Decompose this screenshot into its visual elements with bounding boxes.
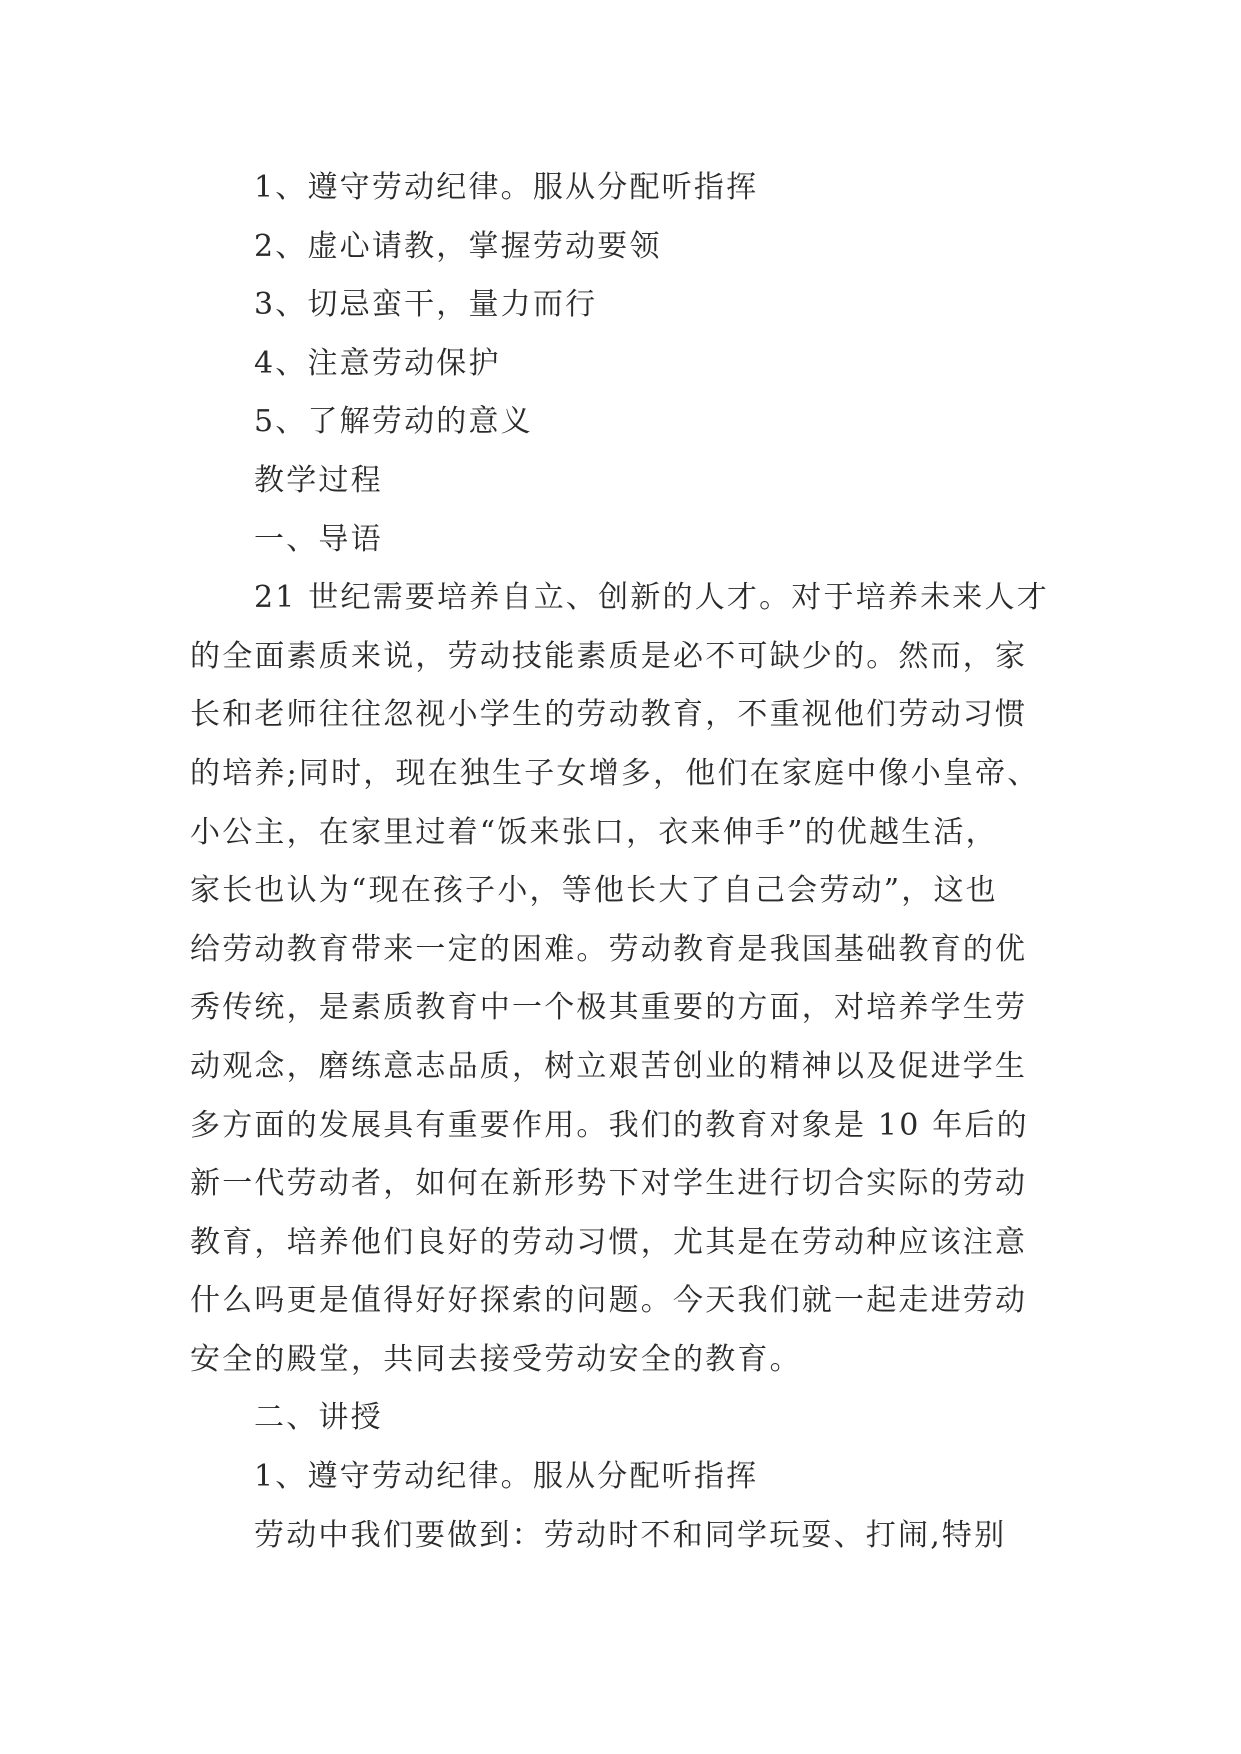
list-item-2: 2、虚心请教，掌握劳动要领: [254, 228, 662, 264]
lecture-item-1: 1、遵守劳动纪律。服从分配听指挥: [254, 1459, 759, 1495]
intro-line: 的培养;同时，现在独生子女增多，他们在家庭中像小皇帝、: [190, 755, 1040, 791]
intro-line: 给劳动教育带来一定的困难。劳动教育是我国基础教育的优: [190, 931, 1028, 967]
intro-line: 动观念，磨练意志品质，树立艰苦创业的精神以及促进学生: [190, 1048, 1028, 1084]
heading-intro: 一、导语: [254, 521, 383, 557]
section-teaching-process: 教学过程: [254, 462, 383, 498]
intro-line: 21 世纪需要培养自立、创新的人才。对于培养未来人才: [254, 580, 1049, 616]
intro-line: 家长也认为“现在孩子小，等他长大了自己会劳动”，这也: [190, 873, 998, 909]
lecture-text: 劳动中我们要做到：劳动时不和同学玩耍、打闹,特别: [254, 1517, 1007, 1553]
intro-paragraph: [190, 569, 1050, 1389]
intro-line: 新一代劳动者，如何在新形势下对学生进行切合实际的劳动: [190, 1166, 1028, 1202]
intro-line: 秀传统，是素质教育中一个极其重要的方面，对培养学生劳: [190, 990, 1028, 1026]
intro-line: 小公主，在家里过着“饭来张口，衣来伸手”的优越生活，: [190, 814, 998, 850]
list-item-1: 1、遵守劳动纪律。服从分配听指挥: [254, 170, 759, 205]
intro-line: 多方面的发展具有重要作用。我们的教育对象是 10 年后的: [190, 1107, 1029, 1143]
intro-line: 什么吗更是值得好好探索的问题。今天我们就一起走进劳动: [190, 1283, 1028, 1319]
list-item-3: 3、切忌蛮干，量力而行: [254, 287, 598, 323]
intro-line: 的全面素质来说，劳动技能素质是必不可缺少的。然而，家: [190, 638, 1028, 674]
heading-lecture: 二、讲授: [254, 1400, 383, 1436]
intro-line: 教育，培养他们良好的劳动习惯，尤其是在劳动种应该注意: [190, 1224, 1028, 1260]
intro-line: 长和老师往往忽视小学生的劳动教育，不重视他们劳动习惯: [190, 697, 1028, 733]
list-item-4: 4、注意劳动保护: [254, 345, 501, 381]
intro-line: 安全的殿堂，共同去接受劳动安全的教育。: [190, 1341, 802, 1377]
document-body: [190, 159, 1050, 1565]
list-item-5: 5、了解劳动的意义: [254, 404, 533, 440]
